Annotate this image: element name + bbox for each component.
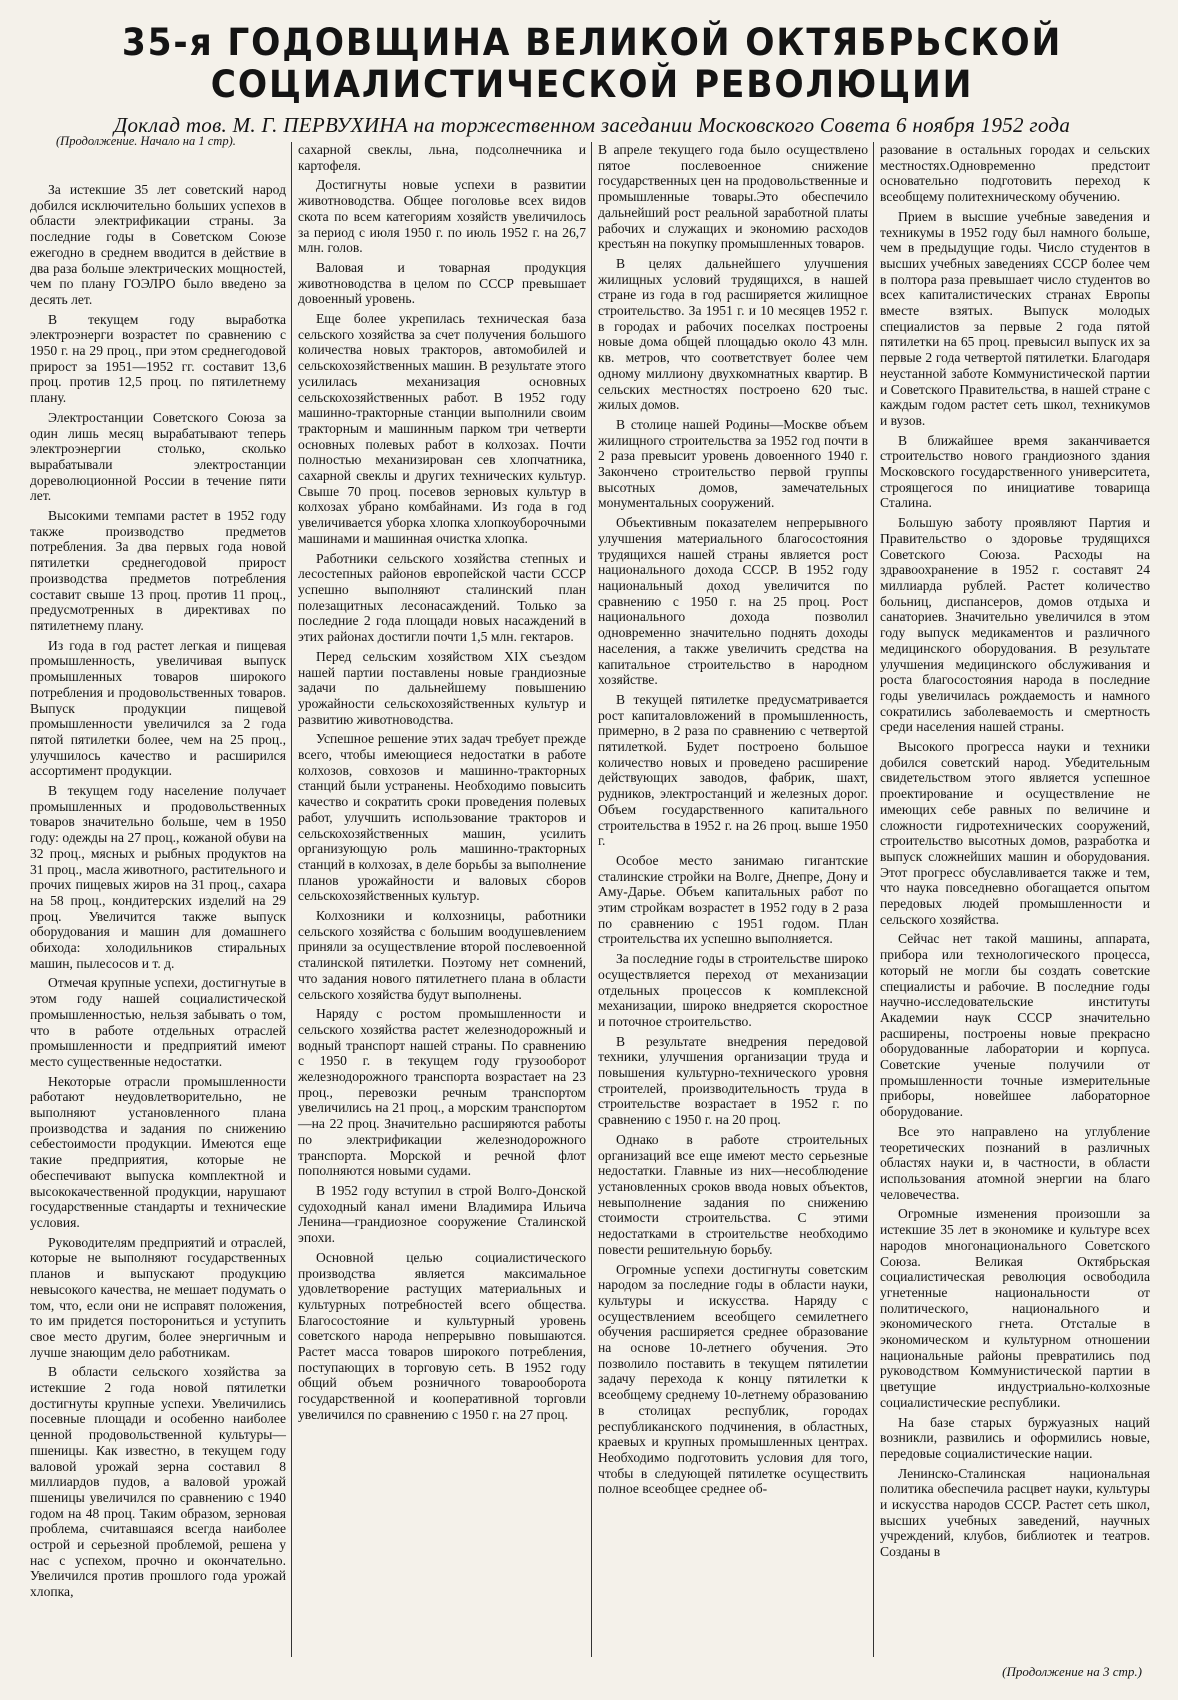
paragraph: За истекшие 35 лет советский народ добился исключительно больших успехов в области электрификации страны. За последние годы в Советском Союзе ежегодно в среднем вводится в действие в два раза больше электрических мощностей, чем по плану ГОЭЛРО было введено за десять лет. bbox=[30, 182, 286, 307]
paragraph: Из года в год растет легкая и пищевая промышленность, увеличивая выпуск промышленных товаров широкого потребления и продовольственных товаров. Выпуск продукции пищевой промышленности увеличился за 2 года пятой пятилетки более, чем на 25 проц., улучшилось качество и расширился ассортимент продукции. bbox=[30, 637, 286, 779]
paragraph: Электростанции Советского Союза за один лишь месяц вырабатывают теперь электроэнергии столько, сколько вырабатывали электростанции дореволюционной России в течение пяти лет. bbox=[30, 409, 286, 504]
paragraph: Валовая и товарная продукция животноводства в целом по СССР превышает довоенный уровень. bbox=[298, 259, 586, 307]
paragraph: разование в остальных городах и сельских местностях.Одновременно предстоит основательно подготовить переход к всеобщему политехническому обучению. bbox=[880, 142, 1150, 205]
paragraph: Сейчас нет такой машины, аппарата, прибора или технологического процесса, который не могли бы создать советские специалисты и рабочие. В последние годы научно-исследовательские институты Академии наук СССР значительно расширены, построены новые прекрасно оборудованные лаборатории и корпуса. Советские ученые получили от промышленности точные измерительные приборы, новейшее лабораторное оборудование. bbox=[880, 931, 1150, 1120]
paragraph: сахарной свеклы, льна, подсолнечника и картофеля. bbox=[298, 142, 586, 173]
column-4 bbox=[880, 142, 1150, 1657]
paragraph: Прием в высшие учебные заведения и техникумы в 1952 году был намного больше, чем в предыдущие годы. Число студентов в высших учебных заведениях СССР более чем в полтора раза превышает число студентов во всех капиталистических странах Европы вместе взятых. Выпуск молодых специалистов за первые 2 года пятой пятилетки на 65 проц. превысил выпуск их за первые 2 года четвертой пятилетки. Благодаря неустанной заботе Коммунистической партии и Советского Правительства, в нашей стране с каждым годом растет сеть школ, техникумов и вузов. bbox=[880, 208, 1150, 428]
paragraph: На базе старых буржуазных наций возникли, развились и оформились новые, передовые социалистические нации. bbox=[880, 1414, 1150, 1461]
paragraph: В ближайшее время заканчивается строительство нового грандиозного здания Московского государственного университета, строящегося по инициативе товарища Сталина. bbox=[880, 432, 1150, 511]
paragraph: Достигнуты новые успехи в развитии животноводства. Общее поголовье всех видов скота по всем категориям хозяйств увеличилось за период с июля 1950 г. по июль 1952 г. на 26,7 млн. голов. bbox=[298, 177, 586, 256]
masthead bbox=[30, 22, 1154, 138]
paragraph: Отмечая крупные успехи, достигнутые в этом году нашей социалистической промышленностью, нельзя забывать о том, что в работе отдельных отраслей промышленности и предприятий имеют место существенные недостатки. bbox=[30, 975, 286, 1069]
paragraph: Работники сельского хозяйства степных и лесостепных районов европейской части СССР успешно выполняют сталинский план полезащитных лесонасаждений. Только за последние 2 года площади новых насаждений в этих районах достигли почти 1,5 млн. гектаров. bbox=[298, 550, 586, 645]
paragraph: Высокими темпами растет в 1952 году также производство предметов потребления. За два первых года новой пятилетки среднегодовой прирост производства предметов потребления составит свыше 13 проц. против 11 проц., предусмотренных в директивах по пятилетнему плану. bbox=[30, 508, 286, 633]
continued-to-note: (Продолжение на 3 стр.) bbox=[1002, 1664, 1142, 1679]
article-body bbox=[30, 134, 1150, 1657]
paragraph: В результате внедрения передовой техники, улучшения организации труда и повышения культурно-технического уровня строителей, производительность труда в строительстве возрастает в 1952 г. по сравнению с 1950 г. на 20 проц. bbox=[598, 1033, 868, 1128]
column-4-text bbox=[880, 142, 1150, 1560]
paragraph: Еще более укрепилась техническая база сельского хозяйства за счет получения большого количества новых тракторов, автомобилей и сельскохозяйственных машин. В результате этого усилилась механизация основных сельскохозяйственных работ. В 1952 году машинно-тракторные станции выполнили своим тракторным и машинным парком три четверти основных полевых работ в колхозах. Почти полностью механизирован сев хлопчатника, сахарной свеклы и других технических культур. Свыше 70 проц. посевов зерновых культур в колхозах убрано комбайнами. Из года в год увеличивается уборка хлопка хлопкоуборочными машинами и машинная очистка хлопка. bbox=[298, 311, 586, 546]
paragraph: Наряду с ростом промышленности и сельского хозяйства растет железнодорожный и водный транспорт нашей страны. По сравнению с 1950 г. в текущем году грузооборот железнодорожного транспорта возрастает на 23 проц., перевозки речным транспортом увеличились на 21 проц., а морским транспортом—на 22 проц. Значительно расширяются работы по электрификации железнодорожного транспорта. Морской и речной флот пополняются новыми судами. bbox=[298, 1006, 586, 1179]
paragraph: Большую заботу проявляют Партия и Правительство о здоровье трудящихся Советского Союза. Расходы на здравоохранение в 1952 г. составят 24 миллиарда рублей. Растет количество больниц, диспансеров, домов отдыха и санаториев. Значительно увеличился в этом году выпуск медикаментов и различного медицинского оборудования. В результате улучшения медицинского обслуживания и роста благосостояния народа в последние годы увеличилась рождаемость и намного сократились заболеваемость и смертность среди населения нашей страны. bbox=[880, 515, 1150, 735]
continued-from-note: (Продолжение. Начало на 1 стр). bbox=[56, 134, 236, 148]
paragraph: Особое место занимаю гигантские сталинские стройки на Волге, Днепре, Дону и Аму-Дарье. Объем капитальных работ по этим стройкам возрастет в 1952 году в 2 раза по сравнению с 1951 годом. План строительства их успешно выполняется. bbox=[598, 852, 868, 947]
paragraph: Однако в работе строительных организаций все еще имеют место серьезные недостатки. Главные из них—несоблюдение установленных сроков ввода новых объектов, невыполнение задания по снижению стоимости строительства. С этими недостатками в строительстве необходимо повести решительную борьбу. bbox=[598, 1131, 868, 1257]
column-1 bbox=[30, 134, 286, 1657]
column-3 bbox=[598, 142, 868, 1657]
paragraph: Огромные успехи достигнуты советским народом за последние годы в области науки, культуры и искусства. Наряду с осуществлением всеобщего семилетнего обучения расширяется среднее образование на основе 10-летнего обучения. Это позволило поставить в текущем пятилетии задачу перехода к концу пятилетки к всеобщему среднему 10-летнему образованию в столицах республик, городах республиканского подчинения, в областных, краевых и крупных промышленных центрах. Необходимо подготовить условия для того, чтобы в следующей пятилетке осуществить полное всеобщее среднее об- bbox=[598, 1261, 868, 1497]
headline-line-1: 35-я ГОДОВЩИНА ВЕЛИКОЙ ОКТЯБРЬСКОЙ bbox=[121, 21, 1063, 64]
column-3-text bbox=[598, 142, 868, 1497]
subheadline: Доклад тов. М. Г. ПЕРВУХИНА на торжественном заседании Московского Совета 6 ноября 1952 года bbox=[113, 113, 1071, 137]
paragraph: Все это направлено на углубление теоретических познаний в различных областях науки и, в частности, в области использования атомной энергии на благо человечества. bbox=[880, 1123, 1150, 1202]
paragraph: В текущем году выработка электроэнерги возрастет по сравнению с 1950 г. на 29 проц., при этом среднегодовой прирост за 1951—1952 гг. составит 13,6 проц. против 12,5 проц. по пятилетнему плану. bbox=[30, 311, 286, 406]
paragraph: Руководителям предприятий и отраслей, которые не выполняют государственных планов и выпускают продукцию невысокого качества, не мешает подумать о том, что, если они не исправят положения, то им придется посторониться и уступить свое место другим, более энергичным и лучше знающим дело работникам. bbox=[30, 1234, 286, 1360]
paragraph: Огромные изменения произошли за истекшие 35 лет в экономике и культуре всех народов многонационального Советского Союза. Великая Октябрьская социалистическая революция освободила угнетенные национальности от политического, национального и экономического гнета. Отсталые в экономическом и культурном отношении национальные районы превратились под руководством Коммунистической партии в цветущие индустриально-колхозные социалистические республики. bbox=[880, 1206, 1150, 1410]
paragraph: Колхозники и колхозницы, работники сельского хозяйства с большим воодушевлением приняли за осуществление второй послевоенной сталинской пятилетки. Поэтому нет сомнений, что задания нового пятилетнего плана в области сельского хозяйства будут выполнены. bbox=[298, 908, 586, 1002]
headline bbox=[69, 22, 1114, 106]
headline-line-2: СОЦИАЛИСТИЧЕСКОЙ РЕВОЛЮЦИИ bbox=[210, 63, 974, 106]
column-2 bbox=[298, 142, 586, 1657]
paragraph: Основной целью социалистического производства является максимальное удовлетворение растущих материальных и культурных потребностей всего общества. Благосостояние и культурный уровень советского народа непрерывно повышаются. Растет масса товаров широкого потребления, поступающих в торговую сеть. В 1952 году общий объем розничного товарооборота государственной и кооперативной торговли увеличился по сравнению с 1950 г. на 27 проц. bbox=[298, 1249, 586, 1422]
paragraph: Ленинско-Сталинская национальная политика обеспечила расцвет науки, культуры и искусства народов СССР. Растет сеть школ, высших учебных заведений, научных учреждений, клубов, библиотек и театров. Созданы в bbox=[880, 1465, 1150, 1560]
paragraph: Успешное решение этих задач требует прежде всего, чтобы имеющиеся недостатки в работе колхозов, совхозов и машинно-тракторных станций были устранены. Необходимо повысить качество и сократить сроки проведения полевых работ, улучшить использование тракторов и сельскохозяйственных машин, усилить организующую роль машинно-тракторных станций в колхозах, в деле борьбы за выполнение планов урожайности и валовых сборов сельскохозяйственных культур. bbox=[298, 731, 586, 904]
paragraph: В апреле текущего года было осуществлено пятое послевоенное снижение государственных цен на продовольственные и промышленные товары.Это обеспечило дальнейший рост реальной заработной платы рабочих и служащих и экономию расходов крестьян на покупку промышленных товаров. bbox=[598, 142, 868, 252]
paragraph: В области сельского хозяйства за истекшие 2 года новой пятилетки достигнуты крупные успехи. Увеличились посевные площади и особенно наиболее ценной продовольственной культуры—пшеницы. Как известно, в текущем году валовой урожай зерна составил 8 миллиардов пудов, а валовой урожай пшеницы увеличился по сравнению с 1940 годом на 48 проц. Таким образом, зерновая проблема, считавшаяся всегда наиболее острой и серьезной проблемой, решена у нас с успехом, прочно и окончательно. Увеличился против прошлого года урожай хлопка, bbox=[30, 1364, 286, 1600]
paragraph: Перед сельским хозяйством XIX съездом нашей партии поставлены новые грандиозные задачи по дальнейшему повышению урожайности сельскохозяйственных культур и развитию животноводства. bbox=[298, 648, 586, 727]
paragraph: В целях дальнейшего улучшения жилищных условий трудящихся, в нашей стране из года в год расширяется жилищное строительство. За 1951 г. и 10 месяцев 1952 г. в городах и рабочих поселках построены новые дома общей площадью около 43 млн. кв. метров, что соответствует более чем одному миллиону двухкомнатных квартир. В сельских местностях построено 620 тыс. жилых домов. bbox=[598, 255, 868, 413]
paragraph: Некоторые отрасли промышленности работают неудовлетворительно, не выполняют установленного плана производства и задания по снижению себестоимости продукции. Имеются еще такие предприятия, которые не обеспечивают выпуска комплектной и высококачественной продукции, нарушают государственные стандарты и технические условия. bbox=[30, 1073, 286, 1230]
paragraph: Объективным показателем непрерывного улучшения материального благосостояния трудящихся нашей страны является рост национального дохода СССР. В 1952 году национальный доход увеличится по сравнению с 1950 г. на 25 проц. Рост национального дохода позволил одновременно значительно поднять доходы населения, а также увеличить средства на капитальное строительство в народном хозяйстве. bbox=[598, 515, 868, 688]
paragraph: В 1952 году вступил в строй Волго-Донской судоходный канал имени Владимира Ильича Ленина—грандиозное сооружение Сталинской эпохи. bbox=[298, 1183, 586, 1246]
column-2-text bbox=[298, 142, 586, 1423]
paragraph: В текущем году население получает промышленных и продовольственных товаров значительно больше, чем в 1950 году: одежды на 27 проц., кожаной обуви на 32 проц., мясных и рыбных продуктов на 31 проц., масла животного, растительного и прочих пищевых жиров на 31 проц., сахара на 58 проц., кондитерских изделий на 29 проц. Увеличится также выпуск оборудования и машин для домашнего обихода: холодильников стиральных машин, пылесосов и т. д. bbox=[30, 783, 286, 971]
paragraph: В столице нашей Родины—Москве объем жилищного строительства за 1952 год почти в 2 раза превысит уровень довоенного 1940 г. Закончено строительство первой группы высотных домов, замечательных монументальных сооружений. bbox=[598, 416, 868, 511]
column-1-text bbox=[30, 142, 286, 1600]
paragraph: В текущей пятилетке предусматривается рост капиталовложений в промышленность, примерно, в 2 раза по сравнению с четвертой пятилеткой. Будет построено большое количество новых и проведено расширение действующих заводов, фабрик, шахт, рудников, электростанций и железных дорог. Объем государственного капитального строительства в 1952 г. на 26 проц. выше 1950 г. bbox=[598, 691, 868, 849]
paragraph: За последние годы в строительстве широко осуществляется переход от механизации отдельных процессов к комплексной механизации, широко внедряется скоростное и поточное строительство. bbox=[598, 951, 868, 1029]
paragraph: Высокого прогресса науки и техники добился советский народ. Убедительным свидетельством этого является успешное проектирование и осуществление не имеющих себе равных по величине и сложности гидротехнических сооружений, строительство высотных домов, разработка и выпуск сложнейших машин и оборудования. Этот прогресс обуславливается также и тем, что наука повседневно обогащается опытом передовых людей промышленности и сельского хозяйства. bbox=[880, 739, 1150, 927]
